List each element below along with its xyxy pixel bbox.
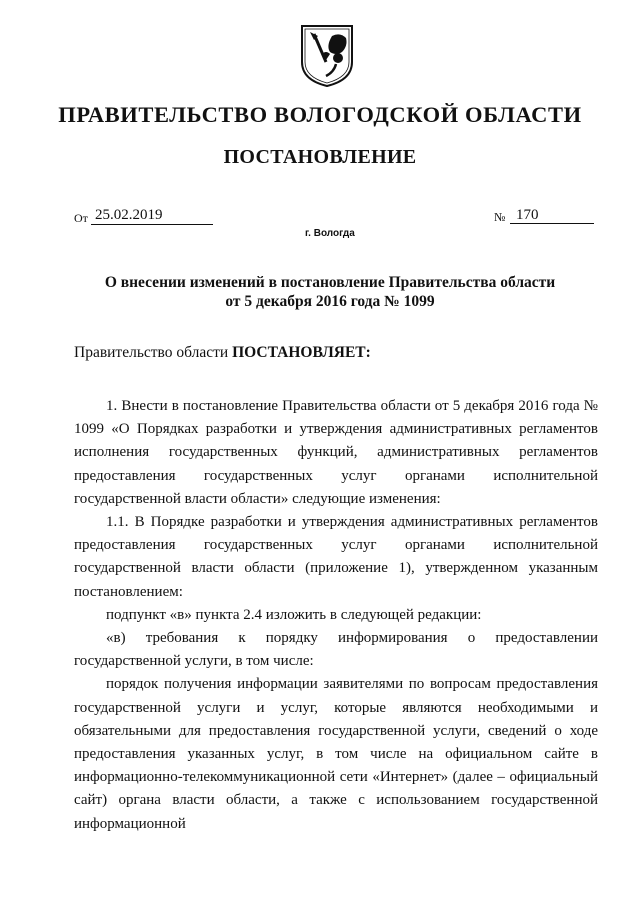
paragraph: «в) требования к порядку информирования о предоставлении государственной услуги, в том числе:: [74, 630, 598, 670]
paragraph: подпункт «в» пункта 2.4 изложить в следующей редакции:: [106, 606, 482, 623]
preamble: [74, 344, 371, 362]
document-body: [74, 395, 598, 836]
paragraph: порядок получения информации заявителями по вопросам предоставления государственной услуги и услуг, которые являются необходимыми и обязательными для предоставления государственной услуги, сведений о ходе предоставления указанных услуг, в том числе на официальном сайте в информационно-телекоммуникационной сети «Интернет» (далее – официальный сайт) органа власти области, а также с использованием государственной информационной: [74, 676, 598, 832]
subject-line-1: О внесении изменений в постановление Правительства области: [104, 274, 556, 291]
preamble-text: Правительство области: [74, 344, 233, 361]
document-type: ПОСТАНОВЛЕНИЕ: [223, 146, 417, 168]
date-label: От: [74, 211, 88, 225]
document-date: 25.02.2019: [91, 207, 213, 225]
subject-line-2: от 5 декабря 2016 года № 1099: [225, 293, 435, 310]
number-label: №: [494, 210, 506, 224]
preamble-resolves: ПОСТАНОВЛЯЕТ:: [232, 344, 371, 361]
city-label: г. Вологда: [305, 228, 355, 239]
paragraph: 1.1. В Порядке разработки и утверждения административных регламентов предоставления государственных услуг органами исполнительной государственной власти области (приложение 1), утвержденном указанным постановлением:: [74, 514, 598, 600]
document-subject: [90, 273, 570, 311]
document-number: 170: [510, 207, 594, 224]
paragraph: 1. Внести в постановление Правительства области от 5 декабря 2016 года № 1099 «О Порядках разработки и утверждения административных регламентов исполнения государственных функций, административных регламентов предоставления государственных услуг органами исполнительной государственной власти области» следующие изменения:: [74, 398, 598, 507]
coat-of-arms-icon: [296, 22, 358, 88]
organization-title: ПРАВИТЕЛЬСТВО ВОЛОГОДСКОЙ ОБЛАСТИ: [58, 102, 582, 127]
